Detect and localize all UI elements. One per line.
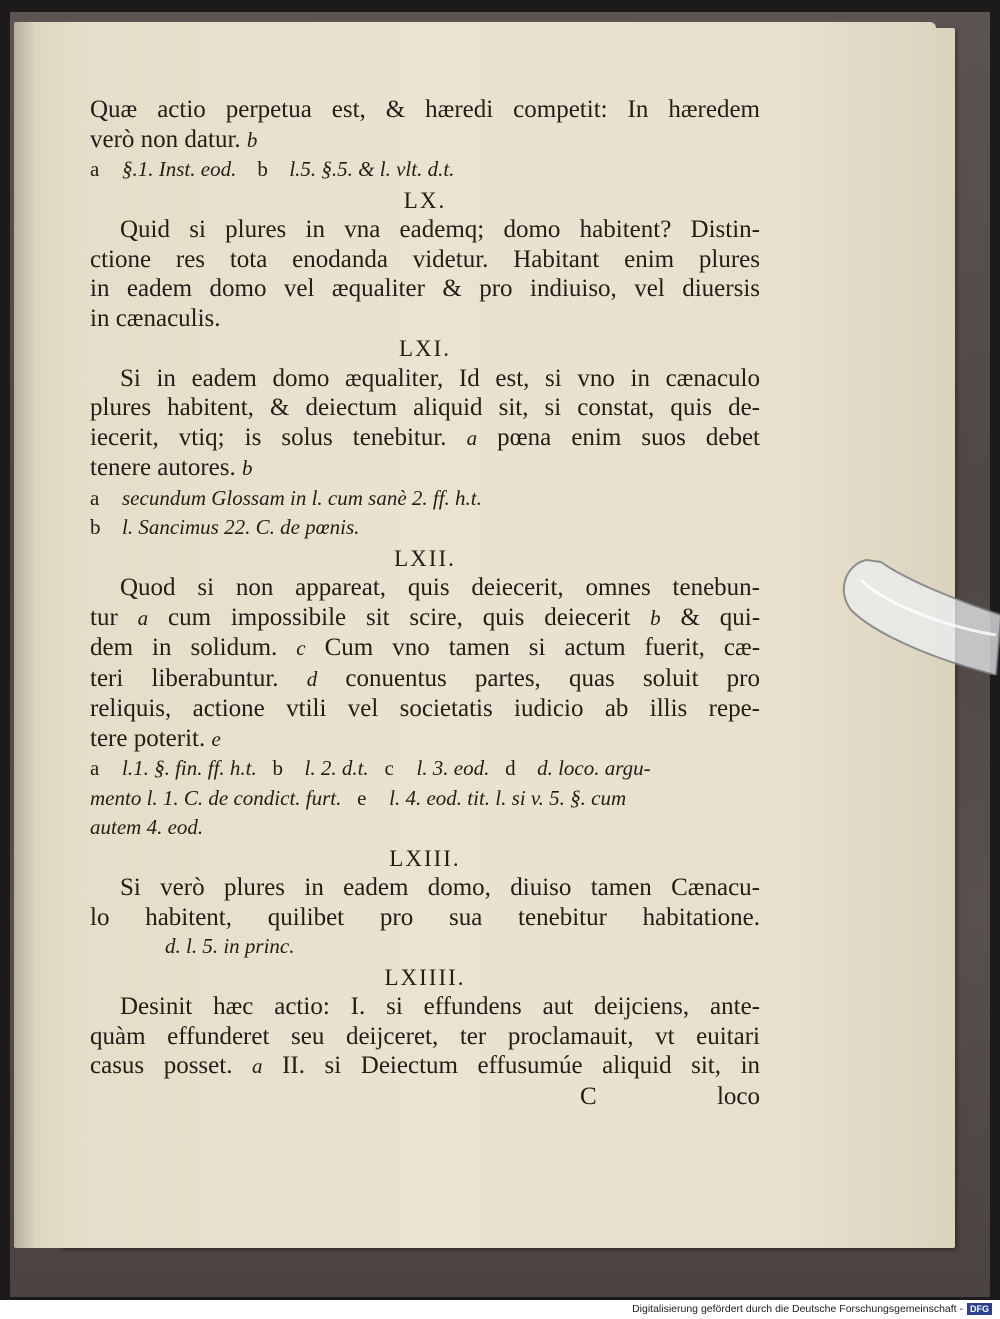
footer-text: Digitalisierung gefördert durch die Deutsche Forschungsgemeinschaft - [632, 1303, 963, 1315]
text-line: dem in solidum. c Cum vno tamen si actum fuerit, cæ- [90, 634, 761, 661]
text-line: in eadem domo vel æqualiter & pro indiuiso, vel diuersis [90, 275, 760, 302]
text-line: in cænaculis. [90, 304, 221, 332]
footnote: mento l. 1. C. de condict. furt. e l. 4. eod. tit. l. si v. 5. §. cum [90, 785, 627, 810]
text-line: Si verò plures in eadem domo, diuiso tamen Cænacu- [120, 874, 760, 901]
section-heading: LX. [403, 187, 447, 213]
footnote-mark: b [242, 456, 253, 480]
footnote-mark: e [211, 726, 221, 751]
footnote-mark: a [137, 605, 149, 630]
text-line: casus posset. a II. si Deiectum effusumúe aliquid sit, in [90, 1052, 761, 1079]
footnote-mark: a [252, 1054, 263, 1078]
signature-mark: C [580, 1082, 597, 1110]
text-line: tur a cum impossibile sit scire, quis deiecerit b & qui- [90, 603, 761, 631]
footnote: autem 4. eod. [90, 815, 204, 839]
text-line: teri liberabuntur. d conuentus partes, quas soluit pro [90, 664, 760, 692]
section-heading: LXII. [394, 545, 456, 571]
page-clip-icon [836, 540, 1000, 675]
catchword: loco [716, 1082, 760, 1110]
section-heading: LXIII. [389, 845, 461, 871]
page-gutter [14, 22, 36, 1248]
dfg-logo-icon: DFG [967, 1303, 992, 1315]
section-heading: LXI. [398, 336, 452, 361]
footnote: a secundum Glossam in l. cum sanè 2. ff. h.t. [90, 485, 482, 510]
text-line: Quod si non appareat, quis deiecerit, omnes tenebun- [120, 574, 760, 601]
text-line: lo habitent, quilibet pro sua tenebitur habitatione. [90, 903, 760, 931]
text-line: verò non datur. b [90, 125, 258, 153]
text-line: plures habitent, & deiectum aliquid sit, si constat, quis de- [90, 394, 760, 421]
footnote: a §.1. Inst. eod. b l.5. §.5. & l. vlt. d.t. [90, 157, 455, 181]
footnote-mark: b [650, 605, 661, 630]
text-line: ctione res tota enodanda videtur. Habitant enim plures [90, 245, 760, 273]
footnote-mark: b [246, 127, 258, 152]
text-line: Si in eadem domo æqualiter, Id est, si vno in cænaculo [120, 364, 760, 392]
text-line: Quid si plures in vna eademq; domo habitent? Distin- [120, 216, 760, 243]
text-line: iecerit, vtiq; is solus tenebitur. a pœna enim suos debet [90, 423, 760, 451]
footnote-mark: a [466, 425, 478, 450]
footnote: b l. Sancimus 22. C. de pœnis. [90, 515, 360, 539]
footnote: d. l. 5. in princ. [165, 934, 295, 958]
text-line: Quæ actio perpetua est, & hæredi competit: In hæredem [90, 96, 760, 123]
text-line: reliquis, actione vtili vel societatis iudicio ab illis repe- [90, 695, 760, 722]
page-text [90, 95, 760, 1112]
footnote-mark: d [306, 666, 318, 691]
text-line: Desinit hæc actio: I. si effundens aut deijciens, ante- [120, 993, 760, 1020]
text-line: quàm effunderet seu deijceret, ter proclamauit, vt euitari [90, 1022, 760, 1050]
section-heading: LXIIII. [384, 964, 466, 990]
text-line: tenere autores. b [90, 454, 253, 481]
footnote: a l.1. §. fin. ff. h.t. b l. 2. d.t. c l. 3. eod. d d. loco. argu- [90, 756, 651, 780]
footnote-mark: c [296, 636, 306, 660]
page-bottom-line [90, 1082, 760, 1112]
footer-bar [0, 1300, 1000, 1319]
text-line: tere poterit. e [90, 724, 221, 752]
